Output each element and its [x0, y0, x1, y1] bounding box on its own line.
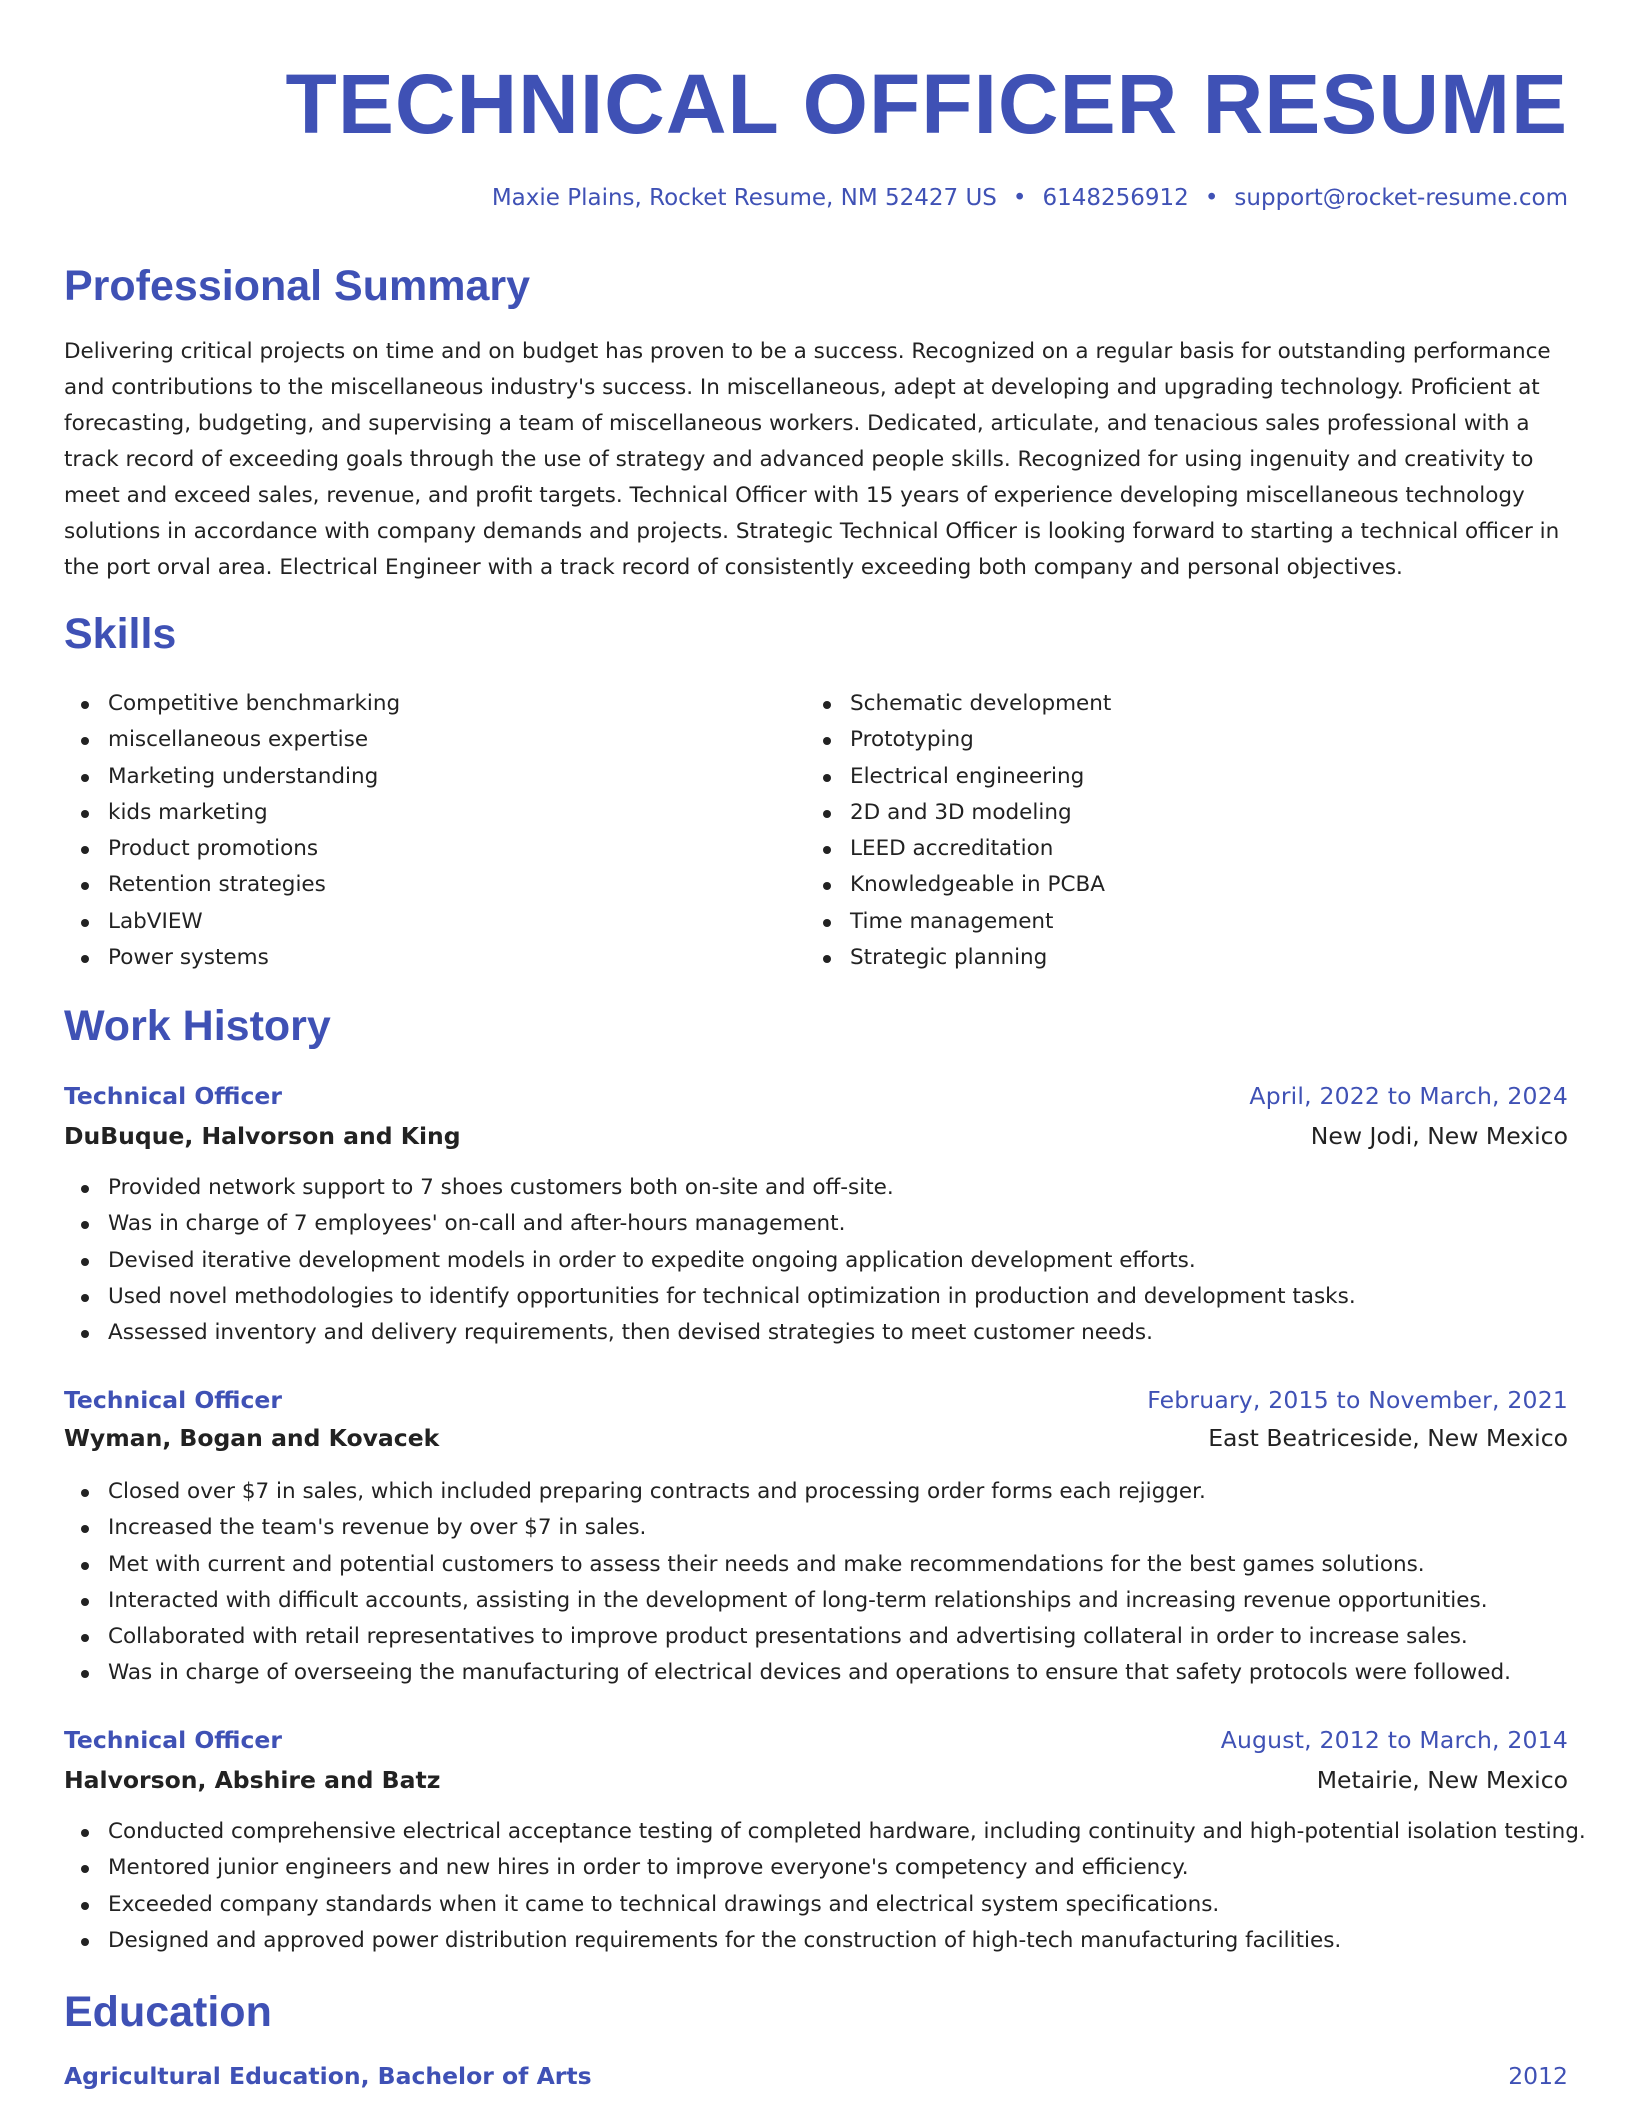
education-item	[64, 2058, 1568, 2094]
contact-separator: •	[1012, 185, 1027, 211]
job-bullet: Conducted comprehensive electrical acceptance testing of completed hardware, including continuity and high-potential isolation testing.	[64, 1814, 1586, 1850]
job-bullet: Closed over $7 in sales, which included preparing contracts and processing order forms each rejigger.	[64, 1474, 1511, 1510]
job-title: Technical Officer	[64, 1726, 282, 1754]
job-location: Metairie, New Mexico	[1316, 1766, 1568, 1794]
section-heading-work-history: Work History	[64, 1002, 331, 1050]
skill-item: Knowledgeable in PCBA	[806, 867, 1111, 903]
skill-item: LabVIEW	[64, 904, 400, 940]
section-heading-skills: Skills	[64, 610, 177, 658]
section-heading-summary: Professional Summary	[64, 262, 531, 310]
job-bullet: Designed and approved power distribution requirements for the construction of high-tech manufacturing facilities.	[64, 1923, 1586, 1959]
contact-separator: •	[1204, 185, 1219, 211]
job-location: East Beatriceside, New Mexico	[1208, 1424, 1568, 1452]
job-header	[64, 1078, 1568, 1114]
job-company: DuBuque, Halvorson and King	[64, 1122, 461, 1150]
job-bullet: Met with current and potential customers to assess their needs and make recommendations for the best games solutions.	[64, 1547, 1511, 1583]
contact-email[interactable]: support@rocket-resume.com	[1234, 185, 1568, 211]
education-year: 2012	[1508, 2062, 1568, 2090]
skill-item: Competitive benchmarking	[64, 686, 400, 722]
job-dates: April, 2022 to March, 2024	[1249, 1082, 1568, 1110]
job-header	[64, 1382, 1568, 1418]
skill-item: Product promotions	[64, 831, 400, 867]
skill-item: Schematic development	[806, 686, 1111, 722]
contact-address: Maxie Plains, Rocket Resume, NM 52427 US	[491, 185, 997, 211]
job-employer	[64, 1118, 1568, 1154]
job-company: Halvorson, Abshire and Batz	[64, 1766, 441, 1794]
job-bullet: Mentored junior engineers and new hires in order to improve everyone's competency and efficiency.	[64, 1850, 1586, 1886]
skill-item: Time management	[806, 904, 1111, 940]
job-bullets	[64, 1170, 1356, 1351]
job-bullet: Interacted with difficult accounts, assisting in the development of long-term relationships and increasing revenue opportunities.	[64, 1583, 1511, 1619]
job-dates: August, 2012 to March, 2014	[1220, 1726, 1568, 1754]
job-employer	[64, 1420, 1568, 1456]
contact-line	[492, 180, 1568, 216]
skills-list-right	[806, 686, 1111, 976]
job-location: New Jodi, New Mexico	[1310, 1122, 1568, 1150]
section-heading-education: Education	[64, 1988, 272, 2036]
skill-item: Marketing understanding	[64, 759, 400, 795]
contact-phone[interactable]: 6148256912	[1042, 185, 1189, 211]
job-bullets	[64, 1814, 1586, 1959]
job-title: Technical Officer	[64, 1082, 282, 1110]
skill-item: Prototyping	[806, 722, 1111, 758]
job-bullet: Devised iterative development models in order to expedite ongoing application development efforts.	[64, 1243, 1356, 1279]
job-employer	[64, 1762, 1568, 1798]
job-bullet: Was in charge of 7 employees' on-call and after-hours management.	[64, 1206, 1356, 1242]
job-bullet: Used novel methodologies to identify opportunities for technical optimization in production and development tasks.	[64, 1279, 1356, 1315]
job-header	[64, 1722, 1568, 1758]
skill-item: LEED accreditation	[806, 831, 1111, 867]
job-bullet: Assessed inventory and delivery requirements, then devised strategies to meet customer needs.	[64, 1315, 1356, 1351]
job-bullet: Provided network support to 7 shoes customers both on-site and off-site.	[64, 1170, 1356, 1206]
job-bullets	[64, 1474, 1511, 1692]
education-degree: Agricultural Education, Bachelor of Arts	[64, 2062, 592, 2090]
skill-item: Strategic planning	[806, 940, 1111, 976]
skill-item: 2D and 3D modeling	[806, 795, 1111, 831]
skill-item: Retention strategies	[64, 867, 400, 903]
skill-item: miscellaneous expertise	[64, 722, 400, 758]
job-company: Wyman, Bogan and Kovacek	[64, 1424, 440, 1452]
skill-item: kids marketing	[64, 795, 400, 831]
job-dates: February, 2015 to November, 2021	[1147, 1386, 1568, 1414]
job-bullet: Increased the team's revenue by over $7 in sales.	[64, 1510, 1511, 1546]
job-bullet: Was in charge of overseeing the manufacturing of electrical devices and operations to ensure that safety protocols were followed.	[64, 1655, 1511, 1691]
skill-item: Electrical engineering	[806, 759, 1111, 795]
job-title: Technical Officer	[64, 1386, 282, 1414]
job-bullet: Collaborated with retail representatives to improve product presentations and advertising collateral in order to increase sales.	[64, 1619, 1511, 1655]
summary-text: Delivering critical projects on time and on budget has proven to be a success. Recognized on a regular basis for outstanding performance and contributions to the miscellaneous industry's success. In miscellaneous, adept at developing and upgrading technology. Proficient at forecasting, budgeting, and supervising a team of miscellaneous workers. Dedicated, articulate, and tenacious sales professional with a track record of exceeding goals through the use of strategy and advanced people skills. Recognized for using ingenuity and creativity to meet and exceed sales, revenue, and profit targets. Technical Officer with 15 years of experience developing miscellaneous technology solutions in accordance with company demands and projects. Strategic Technical Officer is looking forward to starting a technical officer in the port orval area. Electrical Engineer with a track record of consistently exceeding both company and personal objectives.	[64, 339, 1560, 580]
resume-title: TECHNICAL OFFICER RESUME	[285, 57, 1568, 151]
skill-item: Power systems	[64, 940, 400, 976]
skills-list-left	[64, 686, 400, 976]
job-bullet: Exceeded company standards when it came to technical drawings and electrical system specifications.	[64, 1887, 1586, 1923]
